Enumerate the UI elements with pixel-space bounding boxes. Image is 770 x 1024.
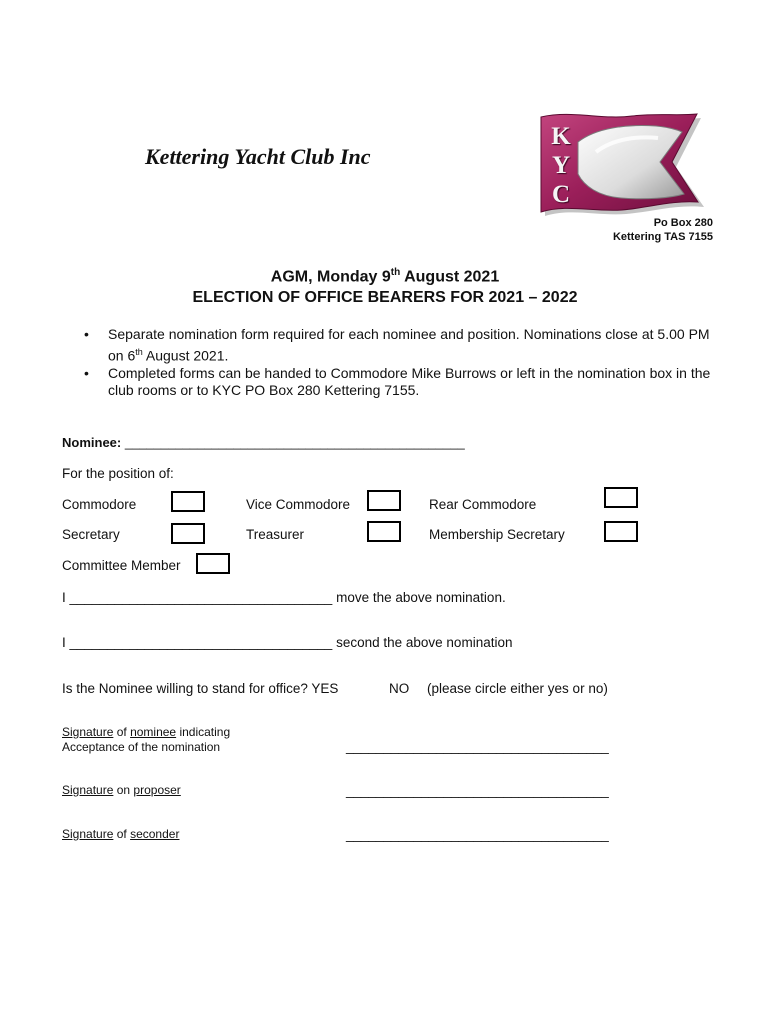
nominee-label: Nominee: bbox=[62, 435, 122, 450]
vice-commodore-checkbox[interactable] bbox=[367, 490, 401, 511]
agm-title: AGM, Monday 9th August 2021 bbox=[270, 267, 500, 286]
logo-letter-y: Y bbox=[551, 152, 571, 179]
mover-row: I ___________________________________ move the above nomination. bbox=[62, 590, 506, 605]
instruction-item: • Completed forms can be handed to Commodore Mike Burrows or left in the nomination box in the club rooms or to KYC PO Box 280 Kettering 7155. bbox=[84, 364, 711, 399]
position-committee-member-label: Committee Member bbox=[62, 558, 181, 573]
election-title: ELECTION OF OFFICE BEARERS FOR 2021 – 2022 bbox=[192, 289, 578, 306]
address-line-1: Po Box 280 bbox=[653, 217, 713, 229]
rear-commodore-checkbox[interactable] bbox=[604, 487, 638, 508]
signature-proposer-field[interactable]: ___________________________________ bbox=[346, 783, 609, 798]
signature-proposer-label: Signature on proposer bbox=[62, 783, 181, 797]
bullet-icon: • bbox=[84, 326, 89, 342]
position-label: For the position of: bbox=[62, 466, 174, 481]
instruction-item: • Separate nomination form required for each nominee and position. Nominations close at 5.00 PM on 6th August 2021. bbox=[84, 326, 710, 364]
signature-seconder-label: Signature of seconder bbox=[62, 827, 180, 841]
nominee-row bbox=[62, 435, 465, 450]
instructions-list bbox=[84, 326, 724, 400]
treasurer-checkbox[interactable] bbox=[367, 521, 401, 542]
position-commodore-label: Commodore bbox=[62, 497, 137, 512]
membership-secretary-checkbox[interactable] bbox=[604, 521, 638, 542]
willing-question: Is the Nominee willing to stand for office? YES bbox=[62, 681, 339, 696]
bullet-icon: • bbox=[84, 364, 89, 381]
position-secretary-label: Secretary bbox=[62, 527, 120, 542]
willing-note: (please circle either yes or no) bbox=[427, 681, 608, 696]
signature-nominee-field[interactable]: ___________________________________ bbox=[346, 739, 609, 754]
address-line-2: Kettering TAS 7155 bbox=[612, 231, 713, 243]
willing-no-option[interactable]: NO bbox=[389, 681, 410, 696]
committee-member-checkbox[interactable] bbox=[196, 553, 230, 574]
logo-letter-k: K bbox=[551, 123, 571, 150]
position-vice-commodore-label: Vice Commodore bbox=[246, 497, 351, 512]
signature-nominee-label: Signature of nominee indicating Acceptance of the nomination bbox=[62, 725, 231, 754]
secretary-checkbox[interactable] bbox=[171, 523, 205, 544]
mover-field[interactable]: ___________________________________ bbox=[69, 590, 333, 605]
position-rear-commodore-label: Rear Commodore bbox=[429, 497, 537, 512]
nominee-field[interactable]: _______________________________________________ bbox=[124, 435, 465, 450]
logo-letter-c: C bbox=[551, 181, 571, 208]
club-name: Kettering Yacht Club Inc bbox=[145, 144, 371, 169]
position-membership-secretary-label: Membership Secretary bbox=[429, 527, 565, 542]
position-treasurer-label: Treasurer bbox=[246, 527, 305, 542]
commodore-checkbox[interactable] bbox=[171, 491, 205, 512]
signature-seconder-field[interactable]: ___________________________________ bbox=[346, 827, 609, 842]
kyc-flag-logo bbox=[536, 112, 704, 220]
seconder-field[interactable]: ___________________________________ bbox=[69, 635, 333, 650]
seconder-row: I ___________________________________ second the above nomination bbox=[62, 635, 513, 650]
